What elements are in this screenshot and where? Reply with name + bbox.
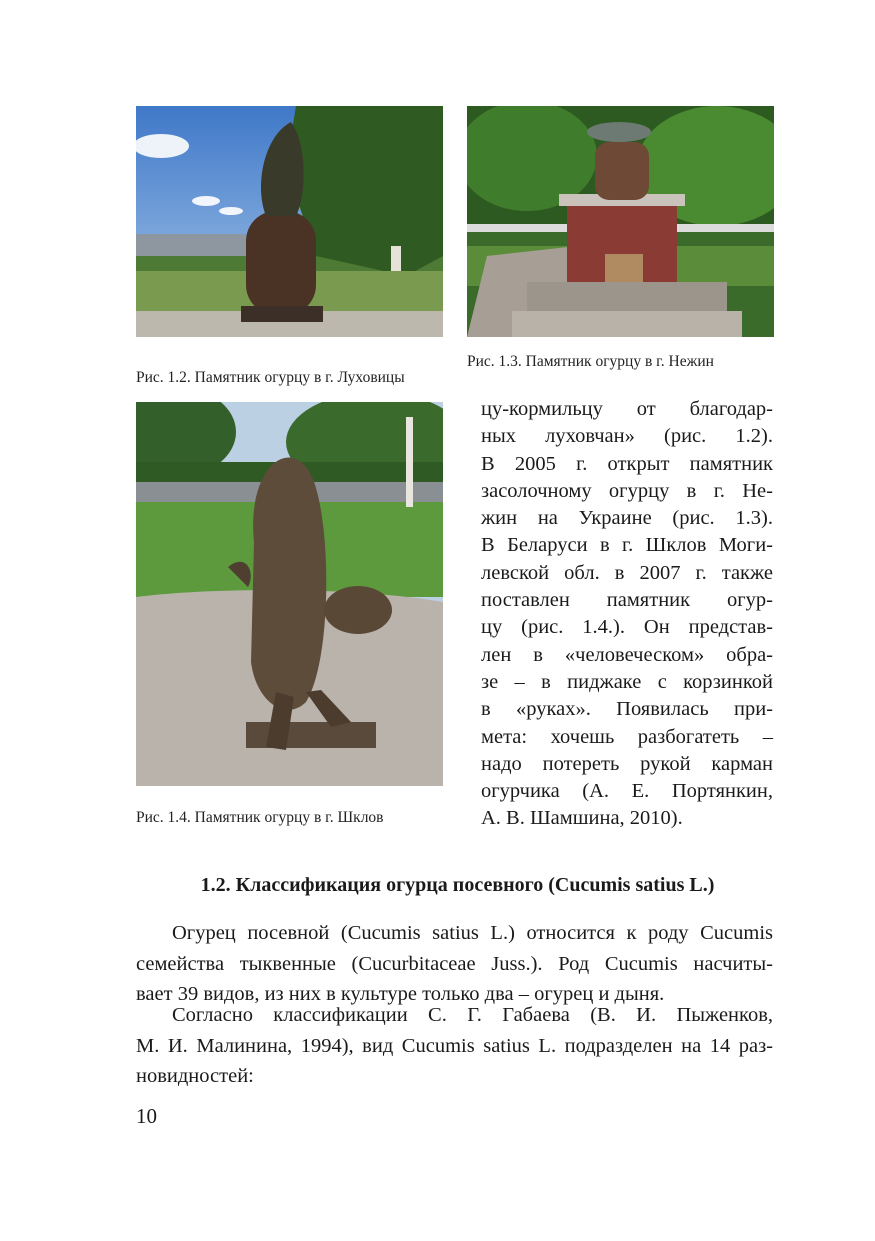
paragraph-line: новидностей: xyxy=(136,1065,254,1087)
photo-nizhyn-monument xyxy=(467,106,774,337)
side-text-line: ных луховчан» (рис. 1.2). xyxy=(481,425,773,448)
side-text-line: зе – в пиджаке с корзинкой xyxy=(481,670,773,693)
side-text-line: А. В. Шамшина, 2010). xyxy=(481,807,683,830)
paragraph-line: Согласно классификации С. Г. Габаева (В. И. Пыженков, xyxy=(172,1004,773,1026)
side-text-line: цу-кормильцу от благодар- xyxy=(481,398,773,420)
side-text-line: поставлен памятник огур- xyxy=(481,589,773,612)
photo-lukhovitsy-monument xyxy=(136,106,443,337)
paragraph-2 xyxy=(136,1000,773,1092)
side-text-line: мета: хочешь разбогатеть – xyxy=(481,725,773,748)
paragraph-line: Огурец посевной (Cucumis satius L.) относится к роду Cucumis xyxy=(172,922,773,944)
side-text-line: В Беларуси в г. Шклов Моги- xyxy=(481,534,773,557)
side-text-line: лен в «человеческом» обра- xyxy=(481,643,773,666)
figure-1-2-caption: Рис. 1.2. Памятник огурцу в г. Луховицы xyxy=(136,368,405,386)
figure-1-4-caption: Рис. 1.4. Памятник огурцу в г. Шклов xyxy=(136,809,384,826)
side-text-line: цу (рис. 1.4.). Он представ- xyxy=(481,616,773,639)
side-column-text xyxy=(481,396,773,833)
side-text-line: огурчика (А. Е. Портянкин, xyxy=(481,780,773,803)
paragraph-1 xyxy=(136,918,773,1010)
side-text-line: надо потереть рукой карман xyxy=(481,752,773,775)
figure-1-3-caption: Рис. 1.3. Памятник огурцу в г. Нежин xyxy=(467,353,714,370)
side-text-line: в «руках». Появилась при- xyxy=(481,698,773,721)
paragraph-line: М. И. Малинина, 1994), вид Cucumis satius L. подразделен на 14 раз- xyxy=(136,1034,773,1057)
paragraph-line: семейства тыквенные (Cucurbitaceae Juss.). Род Cucumis насчиты- xyxy=(136,952,773,975)
page-number: 10 xyxy=(136,1104,157,1128)
side-text-line: жин на Украине (рис. 1.3). xyxy=(481,507,773,530)
paragraph-line: вает 39 видов, из них в культуре только два – огурец и дыня. xyxy=(136,983,665,1005)
side-text-line: засолочному огурцу в г. Не- xyxy=(481,479,773,502)
photo-shklov-monument xyxy=(136,402,443,786)
side-text-line: В 2005 г. открыт памятник xyxy=(481,452,773,475)
section-heading: 1.2. Классификация огурца посевного (Cucumis satius L.) xyxy=(200,874,715,896)
side-text-line: левской обл. в 2007 г. также xyxy=(481,561,773,584)
